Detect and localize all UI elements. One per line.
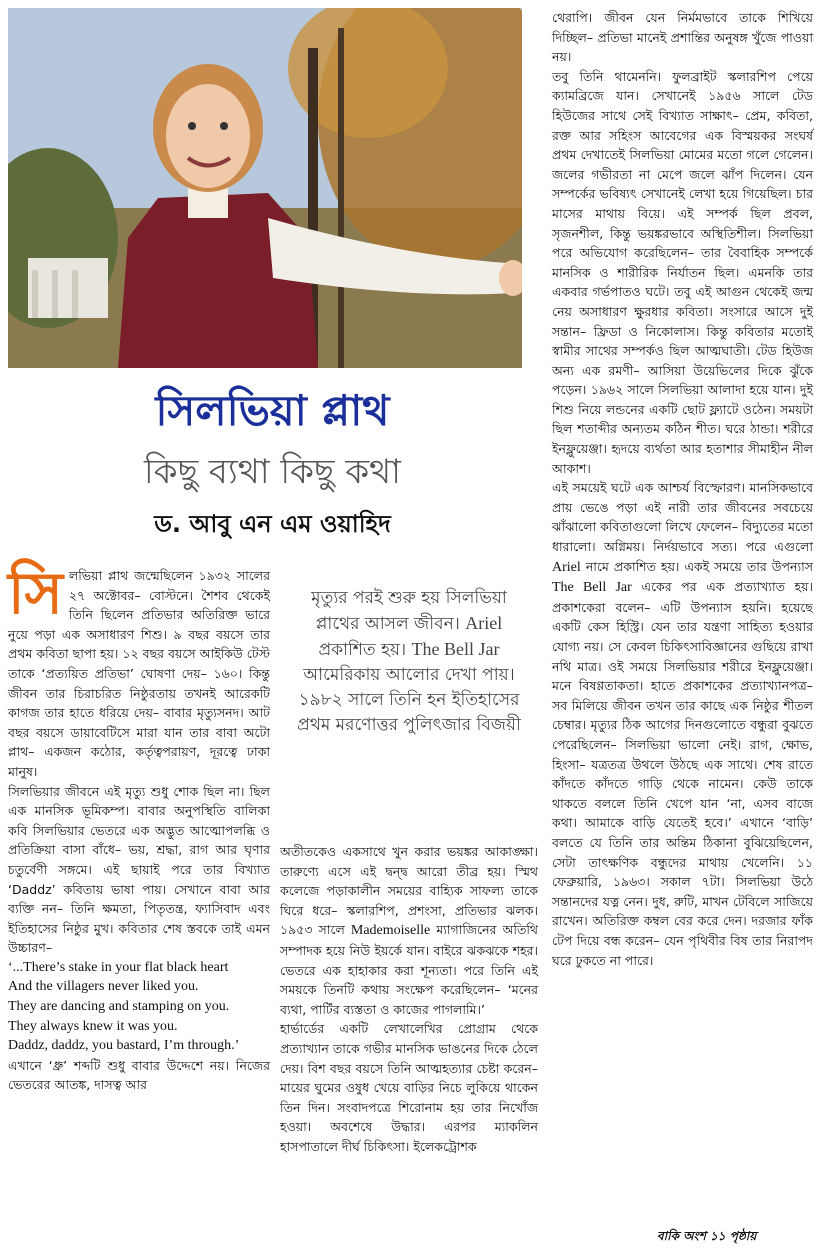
poem-line: They are dancing and stamping on you. bbox=[8, 999, 230, 1015]
paragraph: অতীতকেও একসাথে খুন করার ভয়ঙ্কর আকাঙ্ক্ষা। তারুণ্যে এসে এই দ্বন্দ্ব আরো তীব্র হয়। স্মিথ কলেজে পড়াকালীন সময়ের বাহ্যিক সাফল্য তাকে ঘিরে ধরে– স্কলারশিপ, প্রশংসা, প্রতিভার ঝলক। ১৯৫৩ সালে Mademoiselle ম্যাগাজিনের অতিথি সম্পাদক হয়ে নিউ ইয়র্কে যান। বাইরে ঝকঝকে শহর। ভেতরে এক হাহাকার করা শূন্যতা। পরে তিনি এই সময়কে তিনটি কথায় সংক্ষেপ করেছিলেন– ‘মনের ব্যথা, পার্টির ব্যস্ততা ও কাজের পাগলামি।’ bbox=[280, 844, 538, 1017]
poem-line: Daddz, daddz, you bastard, I’m through.’ bbox=[8, 1038, 240, 1054]
paragraph: এখানে ‘ধ্রু’ শব্দটি শুধু বাবার উদ্দেশে নয়। নিজের ভেতরের আতঙ্ক, দাসত্ব আর bbox=[8, 1057, 270, 1093]
continued-note: বাকি অংশ ১১ পৃষ্ঠায় bbox=[657, 1229, 757, 1243]
paragraph: সিলভিয়া প্লাথ জন্মেছিলেন ১৯৩২ সালের ২৭ অক্টোবর– বোস্টনে। শৈশব থেকেই তিনি ছিলেন প্রতিভার অতিরিক্ত ভারে নুয়ে পড়া এক অসাধারণ শিশু। ৯ বছর বয়সে তার প্রথম কবিতা ছাপা হয়। ১২ বছর বয়সে আইকিউ টেস্ট তাকে ‘প্রত্যয়িত প্রতিভা’ ঘোষণা দেয়– ১৬০। কিন্তু জীবন তার চিরাচরিত নিষ্ঠুরতায় তখনই আরেকটি কাগজ তার হাতে ধরিয়ে দেয়– বাবার মৃত্যুসনদ। আট বছর বয়সে ডায়াবেটিসে মারা যান তার বাবা অটো প্লাথ– একজন কঠোর, কর্তৃত্বপরায়ণ, দূরত্বে ঢাকা মানুষ। bbox=[8, 559, 270, 779]
paragraph: তবু তিনি থামেননি। ফুলব্রাইট স্কলারশিপ পেয়ে ক্যামব্রিজে যান। সেখানেই ১৯৫৬ সালে টেড হিউজের সাথে সেই বিখ্যাত সাক্ষাৎ– প্রেম, কবিতা, রক্ত আর সহিংস আবেগের এক বিস্ময়কর সংঘর্ষ প্রথম দেখাতেই সিলভিয়া মোমের মতো গলে গেলেন। জলের গভীরতা না মেপে জলে ঝাঁপ দিলেন। যেন সম্পর্কের ভবিষ্যৎ সেখানেই লেখা হয়ে গিয়েছিল। চার মাসের মাথায় বিয়ে। এই সম্পর্ক ছিল প্রবল, সৃজনশীল, কিন্তু ভয়ঙ্করভাবে অস্থিতিশীল। সিলভিয়া পরে অভিযোগ করেছিলেন– তার বৈবাহিক সম্পর্কে মানসিক ও শারীরিক নির্যাতন ছিল। এমনকি তার একবার গর্ভপাতও ঘটে। তবু এই আগুন থেকেই জন্ম নেয় অসাধারণ ক্ষুরধার কবিতা। সংসারে আসে দুই সন্তান– ফ্রিডা ও নিকোলাস। কিন্তু কবিতার মতোই স্বামীর সাথের সম্পর্কও ছিল আত্মঘাতী। টেড হিউজ অন্য এক রমণী– আসিয়া উয়েভিলের দিকে ঝুঁকে পড়েন। ১৯৬২ সালে সিলভিয়া আলাদা হয়ে যান। দুই শিশু নিয়ে লন্ডনের একটি ছোট ফ্ল্যাটে ওঠেন। সময়টা ছিল শতাব্দীর অন্যতম কঠিন শীত। ঘরে ঠান্ডা। শরীরে ইনফ্লুয়েঞ্জা। হৃদয়ে ব্যর্থতা আর হতাশার সীমাহীন নীল আকাশ। bbox=[552, 68, 813, 476]
poem-line: They always knew it was you. bbox=[8, 1018, 178, 1034]
paragraph: হার্ভার্ডের একটি লেখালেখির প্রোগ্রাম থেকে প্রত্যাখ্যান তাকে গভীর মানসিক ভাঙনের দিকে ঠেলে দেয়। বিশ বছর বয়সে তিনি আত্মহত্যার চেষ্টা করেন– মায়ের ঘুমের ওষুধ খেয়ে বাড়ির নিচে লুকিয়ে থাকেন তিন দিন। সংবাদপত্রে শিরোনাম হয় তার নিখোঁজ হওয়া। অবশেষে উদ্ধার। এরপর ম্যাকলিন হাসপাতালে দীর্ঘ চিকিৎসা। ইলেকট্রোশক bbox=[280, 1021, 538, 1154]
poem-line: ‘...There’s stake in your flat black heart bbox=[8, 959, 229, 975]
pull-quote: মৃত্যুর পরই শুরু হয় সিলভিয়া প্লাথের আসল জীবন। Ariel প্রকাশিত হয়। The Bell Jar আমেরিকায় আলোর দেখা পায়। ১৯৮২ সালে তিনি হন ইতিহাসের প্রথম মরণোত্তর পুলিৎজার বিজয়ী bbox=[297, 588, 521, 735]
poem-line: And the villagers never liked you. bbox=[8, 979, 199, 995]
article-subtitle: কিছু ব্যথা কিছু কথা bbox=[144, 452, 401, 492]
paragraph: এই সময়েই ঘটে এক আশ্চর্য বিস্ফোরণ। মানসিকভাবে প্রায় ভেঙে পড়া এই নারী তার জীবনের সবচেয়ে ঝাঁঝালো কবিতাগুলো লিখে ফেলেন– বিদ্যুতের মতো ধারালো। অগ্নিময়। নির্দয়ভাবে সত্য। পরে এগুলো Ariel নামে প্রকাশিত হয়। একই সময়ে তার উপন্যাস The Bell Jar একের পর এক প্রত্যাখ্যাত হয়। প্রকাশকেরা বলেন– এটি উপন্যাস হয়নি। হয়েছে একটি কেস হিস্ট্রি। যেন তার যন্ত্রণা সাহিত্য হওয়ার যোগ্য নয়। সে কেবল চিকিৎসাবিজ্ঞানের গুছিয়ে রাখা নথি মাত্র। ওই সময়ে সিলভিয়ার শরীরে ইনফ্লুয়েঞ্জা। মনে বিষণ্ণতাকতা। হাতে প্রকাশকের প্রত্যাখ্যানপত্র– সব মিলিয়ে জীবন তখন তার কাছে এক নিষ্ঠুর শীতল চেম্বার। মৃত্যুর ঠিক আগের দিনগুলোতে বন্ধুরা বুঝতে পেরেছিলেন– সিলভিয়া ভালো নেই। রাগ, ক্ষোভ, হিংসা– যত্রতত্র উথলে উঠছে এক সাথে। শেষ রাতে কাঁদতে কাঁদতে গাড়ি থেকে নামেন। কেউ তাকে থাকতে বললে তিনি খেপে যান ‘না, এসব বাজে কথা। আমাকে বাড়ি যেতেই হবে।’ এখানে ‘বাড়ি’ বলতে যে তিনি তার অন্তিম ঠিকানা বুঝিয়েছিলেন, সেটা তাৎক্ষণিক বন্ধুদের মাথায় খেলেনি। ১১ ফেব্রুয়ারি, ১৯৬৩। সকাল ৭টা। সিলভিয়া উঠে সন্তানদের যত্ন নেন। দুধ, রুটি, মাখন টেবিলে সাজিয়ে রাখেন। অতিরিক্ত কম্বল বের করে দেন। দরজার ফাঁক টেপ দিয়ে বন্ধ করেন– যেন পৃথিবীর বিষ তার নিরাপদ ঘরে ঢুকতে না পারে। bbox=[552, 480, 814, 968]
article-title: সিলভিয়া প্লাথ bbox=[155, 386, 390, 435]
column-2 bbox=[280, 842, 538, 1157]
column-1 bbox=[8, 559, 270, 1095]
paragraph: থেরাপি। জীবন যেন নির্মমভাবে তাকে শিখিয়ে দিচ্ছিল– প্রতিভা মানেই প্রশান্তির অনুষঙ্গ খুঁজে পাওয়া নয়। bbox=[552, 10, 813, 65]
paragraph: সিলভিয়ার জীবনে এই মৃত্যু শুধু শোক ছিল না। ছিল এক মানসিক ভূমিকম্প। বাবার অনুপস্থিতি বালিকা কবি সিলভিয়ার ভেতরে এক অদ্ভুত আত্মোপলব্ধি ও প্রতিক্রিয়া বাসা বাঁধে– ভয়, শ্রদ্ধা, রাগ আর ঘৃণার চতুর্বেণী সঙ্গমে। এই ছায়াই পরে তার বিখ্যাত ‘Daddz’ কবিতায় ভাষা পায়। সেখানে বাবা আর ব্যক্তি নন– তিনি ক্ষমতা, পিতৃতন্ত্র, ফ্যাসিবাদ এবং ইতিহাসের নিষ্ঠুর মুখ। কবিতার শেষ স্তবকে তাই এমন উচ্চারণ– bbox=[8, 783, 270, 956]
drop-cap: সি bbox=[8, 559, 63, 627]
portrait-photo bbox=[8, 8, 522, 368]
portrait-illustration bbox=[8, 8, 522, 368]
column-3 bbox=[552, 8, 813, 970]
author-byline: ড. আবু এন এম ওয়াহিদ bbox=[154, 510, 391, 538]
